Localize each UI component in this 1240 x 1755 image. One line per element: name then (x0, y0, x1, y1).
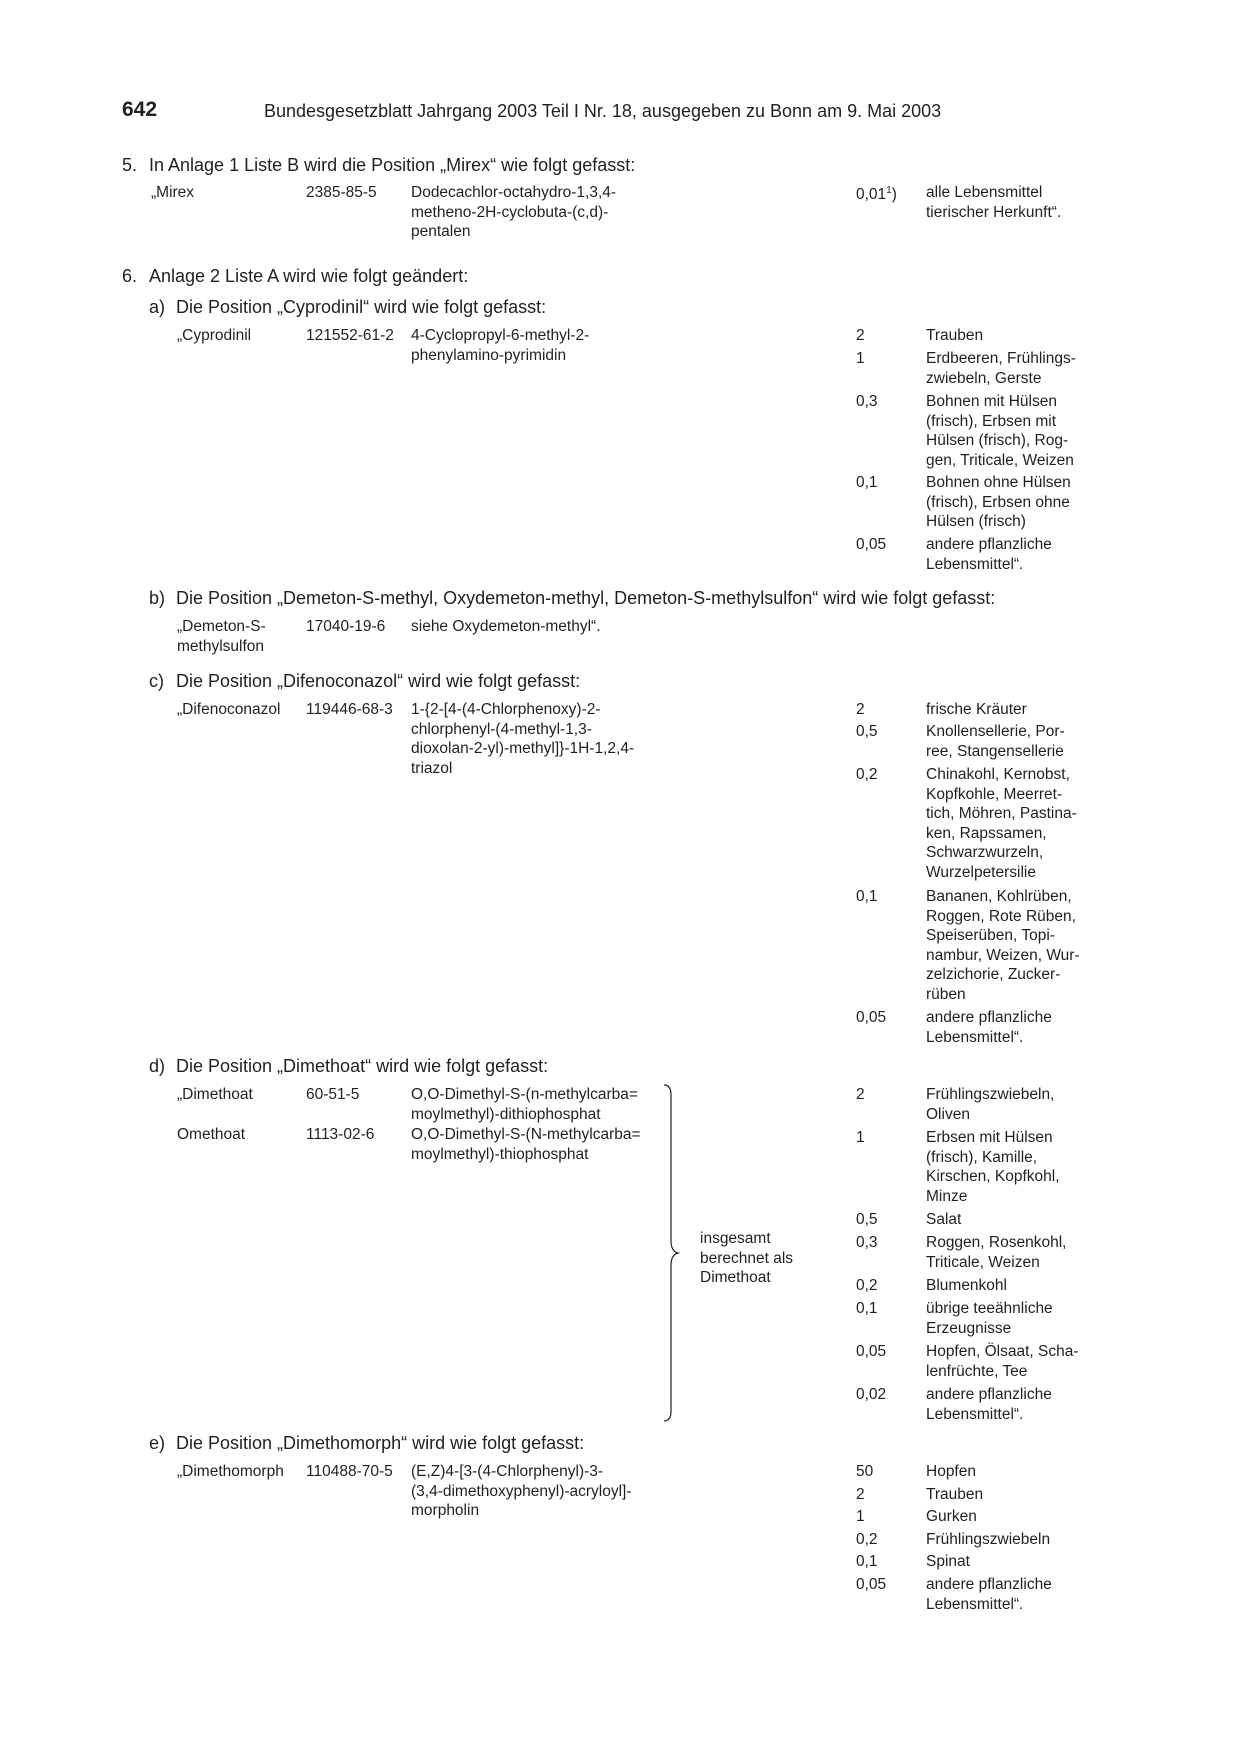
section-e-food: Frühlingszwiebeln (926, 1531, 1051, 1548)
item5-cas: 2385-85-5 (306, 184, 377, 201)
section-c-food: Knollensellerie, Por- ree, Stangensellerie (926, 723, 1065, 760)
section-a-value: 1 (856, 350, 865, 367)
section-c-text: Die Position „Difenoconazol“ wird wie folgt gefasst: (176, 671, 581, 691)
section-c-food: andere pflanzliche Lebensmittel“. (926, 1009, 1052, 1046)
section-e-food: andere pflanzliche Lebensmittel“. (926, 1576, 1052, 1613)
item5-food: alle Lebensmittel tierischer Herkunft“. (926, 184, 1062, 221)
item5-limit-value: 0,01$^1$) (856, 184, 897, 203)
section-a-cas: 121552-61-2 (306, 327, 394, 344)
section-d-value: 0,3 (856, 1234, 878, 1251)
item5-substance: „Mirex (151, 184, 195, 201)
section-e-substance: „Dimethomorph (177, 1463, 284, 1480)
section-d-substance: „Dimethoat (177, 1086, 253, 1103)
section-d-food: Hopfen, Ölsaat, Scha- lenfrüchte, Tee (926, 1343, 1079, 1380)
section-a-food: Erdbeeren, Frühlings- zwiebeln, Gerste (926, 350, 1076, 387)
section-d-value: 0,2 (856, 1277, 878, 1294)
section-d-value: 2 (856, 1086, 865, 1103)
section-d-food: andere pflanzliche Lebensmittel“. (926, 1386, 1052, 1423)
item6-text: Anlage 2 Liste A wird wie folgt geändert: (149, 266, 469, 286)
section-e-chemical-name: (E,Z)4-[3-(4-Chlorphenyl)-3- (3,4-dimethoxyphenyl)-acryloyl]- morpholin (411, 1463, 632, 1519)
section-d-letter: d) (149, 1056, 166, 1076)
section-c-food: Chinakohl, Kernobst, Kopfkohle, Meerret- tich, Möhren, Pastina- ken, Rapssamen, Schwarzwurzeln, Wurzelpetersilie (926, 766, 1077, 881)
section-d-text: Die Position „Dimethoat“ wird wie folgt gefasst: (176, 1056, 549, 1076)
section-e-food: Hopfen (926, 1463, 976, 1480)
section-a-chemical-name: 4-Cyclopropyl-6-methyl-2- phenylamino-pyrimidin (411, 327, 590, 364)
section-c-food: Bananen, Kohlrüben, Roggen, Rote Rüben, Speiserüben, Topi- nambur, Weizen, Wur- zelzichorie, Zucker- rüben (926, 888, 1080, 1003)
section-a-text: Die Position „Cyprodinil“ wird wie folgt gefasst: (176, 297, 547, 317)
section-a-value: 0,05 (856, 536, 887, 553)
section-c-value: 0,05 (856, 1009, 887, 1026)
section-e-letter: e) (149, 1433, 166, 1453)
section-d-food: Frühlingszwiebeln, Oliven (926, 1086, 1055, 1123)
section-b-letter: b) (149, 588, 166, 608)
section-a-food: andere pflanzliche Lebensmittel“. (926, 536, 1052, 573)
section-d-substance: Omethoat (177, 1126, 246, 1143)
item5-number: 5. (122, 155, 138, 175)
section-d-food: Roggen, Rosenkohl, Triticale, Weizen (926, 1234, 1067, 1271)
page-number: 642 (122, 98, 158, 121)
section-c-cas: 119446-68-3 (306, 701, 393, 718)
section-e-food: Gurken (926, 1508, 977, 1525)
section-d-food: Erbsen mit Hülsen (frisch), Kamille, Kirschen, Kopfkohl, Minze (926, 1129, 1060, 1205)
section-d-value: 0,1 (856, 1300, 878, 1317)
section-b-substance: „Demeton-S- methylsulfon (177, 618, 266, 655)
section-d-value: 1 (856, 1129, 865, 1146)
section-e-value: 0,1 (856, 1553, 878, 1570)
section-a-value: 2 (856, 327, 865, 344)
section-a-substance: „Cyprodinil (177, 327, 252, 344)
gazette-header: Bundesgesetzblatt Jahrgang 2003 Teil I Nr. 18, ausgegeben zu Bonn am 9. Mai 2003 (264, 101, 942, 121)
section-e-value: 50 (856, 1463, 874, 1480)
section-d-value: 0,5 (856, 1211, 878, 1228)
section-c-substance: „Difenoconazol (177, 701, 281, 718)
section-c-value: 0,1 (856, 888, 878, 905)
item5-chemical-name: Dodecachlor-octahydro-1,3,4- metheno-2H-cyclobuta-(c,d)- pentalen (411, 184, 617, 240)
section-d-food: Blumenkohl (926, 1277, 1007, 1294)
section-e-value: 0,2 (856, 1531, 878, 1548)
item6-number: 6. (122, 266, 138, 286)
section-e-value: 0,05 (856, 1576, 887, 1593)
section-a-food: Bohnen mit Hülsen (frisch), Erbsen mit Hülsen (frisch), Rog- gen, Triticale, Weizen (926, 393, 1074, 469)
section-a-value: 0,1 (856, 474, 878, 491)
section-d-value: 0,05 (856, 1343, 887, 1360)
section-e-value: 2 (856, 1486, 865, 1503)
item5-text: In Anlage 1 Liste B wird die Position „Mirex“ wie folgt gefasst: (149, 155, 636, 175)
section-e-value: 1 (856, 1508, 865, 1525)
section-c-food: frische Kräuter (926, 701, 1027, 718)
section-d-cas: 1113-02-6 (306, 1126, 375, 1143)
section-a-food: Bohnen ohne Hülsen (frisch), Erbsen ohne Hülsen (frisch) (926, 474, 1071, 530)
section-d-food: übrige teeähnliche Erzeugnisse (926, 1300, 1053, 1337)
section-e-food: Trauben (926, 1486, 984, 1503)
section-e-text: Die Position „Dimethomorph“ wird wie folgt gefasst: (176, 1433, 585, 1453)
section-d-chemical-name: O,O-Dimethyl-S-(N-methylcarba= moylmethyl)-thiophosphat (411, 1126, 641, 1163)
section-d-value: 0,02 (856, 1386, 887, 1403)
section-a-food: Trauben (926, 327, 984, 344)
curly-brace-icon (662, 1083, 684, 1423)
section-d-food: Salat (926, 1211, 962, 1228)
section-d-chemical-name: O,O-Dimethyl-S-(n-methylcarba= moylmethyl)-dithiophosphat (411, 1086, 638, 1123)
section-b-text: Die Position „Demeton-S-methyl, Oxydemeton-methyl, Demeton-S-methylsulfon“ wird wie folgt gefasst: (176, 588, 996, 608)
section-e-cas: 110488-70-5 (306, 1463, 393, 1480)
section-c-chemical-name: 1-{2-[4-(4-Chlorphenoxy)-2- chlorphenyl-(4-methyl-1,3- dioxolan-2-yl)-methyl]}-1H-1,2,4- triazol (411, 701, 635, 777)
section-c-value: 0,2 (856, 766, 878, 783)
section-d-cas: 60-51-5 (306, 1086, 360, 1103)
section-b-cas: 17040-19-6 (306, 618, 386, 635)
section-a-letter: a) (149, 297, 166, 317)
section-e-food: Spinat (926, 1553, 970, 1570)
section-c-value: 0,5 (856, 723, 878, 740)
section-a-value: 0,3 (856, 393, 878, 410)
section-c-value: 2 (856, 701, 865, 718)
section-d-combined-note: insgesamt berechnet als Dimethoat (700, 1230, 794, 1286)
section-b-reference: siehe Oxydemeton-methyl“. (411, 618, 601, 635)
section-c-letter: c) (149, 671, 164, 691)
